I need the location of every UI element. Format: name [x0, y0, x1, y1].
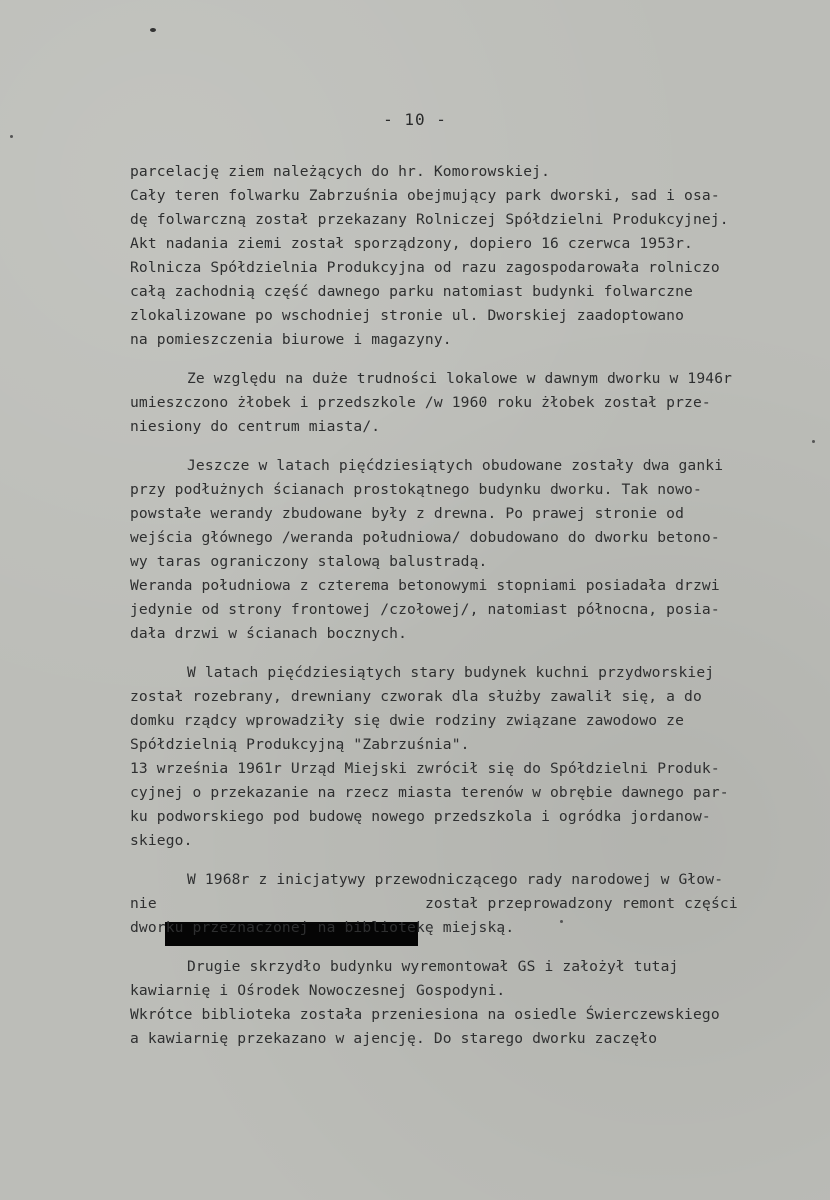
text-line: Cały teren folwarku Zabrzuśnia obejmujący park dworski, sad i osa- — [130, 187, 720, 204]
text-line: skiego. — [130, 832, 193, 849]
text-line: przy podłużnych ścianach prostokątnego budynku dworku. Tak nowo- — [130, 481, 702, 498]
paper-dot — [560, 920, 563, 923]
text-line: Wkrótce biblioteka została przeniesiona na osiedle Świerczewskiego — [130, 1006, 720, 1023]
text-line: Weranda południowa z czterema betonowymi stopniami posiadała drzwi — [130, 577, 720, 594]
paper-dot — [10, 135, 13, 138]
text-line: został przeprowadzony remont części — [425, 895, 738, 912]
text-line: na pomieszczenia biurowe i magazyny. — [130, 331, 452, 348]
ink-speck — [150, 28, 156, 32]
text-line: dała drzwi w ścianach bocznych. — [130, 625, 408, 642]
text-line: Akt nadania ziemi został sporządzony, dopiero 16 czerwca 1953r. — [130, 235, 693, 252]
text-line: niesiony do centrum miasta/. — [130, 418, 381, 435]
text-line: W latach pięćdziesiątych stary budynek kuchni przydworskiej — [187, 664, 715, 681]
text-line: Spółdzielnią Produkcyjną "Zabrzuśnia". — [130, 736, 470, 753]
text-line: W 1968r z inicjatywy przewodniczącego rady narodowej w Głow- — [187, 871, 724, 888]
text-line: jedynie od strony frontowej /czołowej/, natomiast północna, posia- — [130, 601, 720, 618]
text-line: Drugie skrzydło budynku wyremontował GS i założył tutaj — [187, 958, 679, 975]
text-line: został rozebrany, drewniany czworak dla służby zawalił się, a do — [130, 688, 702, 705]
text-line: kawiarnię i Ośrodek Nowoczesnej Gospodyni. — [130, 982, 506, 999]
text-line: a kawiarnię przekazano w ajencję. Do starego dworku zaczęło — [130, 1030, 658, 1047]
text-line: domku rządcy wprowadziły się dwie rodziny związane zawodowo ze — [130, 712, 685, 729]
text-line: nie — [130, 895, 157, 912]
text-line: umieszczono żłobek i przedszkole /w 1960 roku żłobek został prze- — [130, 394, 711, 411]
page-number: - 10 - — [383, 110, 447, 129]
text-line: wy taras ograniczony stalową balustradą. — [130, 553, 488, 570]
text-line: zlokalizowane po wschodniej stronie ul. Dworskiej zaadoptowano — [130, 307, 685, 324]
text-line: całą zachodnią część dawnego parku natomiast budynki folwarczne — [130, 283, 693, 300]
text-line: dę folwarczną został przekazany Rolniczej Spółdzielni Produkcyjnej. — [130, 211, 729, 228]
text-line: dworku przeznaczonej na bibliotekę miejską. — [130, 919, 515, 936]
text-line: Rolnicza Spółdzielnia Produkcyjna od razu zagospodarowała rolniczo — [130, 259, 720, 276]
text-line: parcelację ziem należących do hr. Komorowskiej. — [130, 163, 551, 180]
text-line: 13 września 1961r Urząd Miejski zwrócił się do Spółdzielni Produk- — [130, 760, 720, 777]
text-line: Ze względu na duże trudności lokalowe w dawnym dworku w 1946r — [187, 370, 733, 387]
paper-dot — [812, 440, 815, 443]
text-line: powstałe werandy zbudowane były z drewna. Po prawej stronie od — [130, 505, 685, 522]
text-line: ku podworskiego pod budowę nowego przedszkola i ogródka jordanow- — [130, 808, 711, 825]
text-line: Jeszcze w latach pięćdziesiątych obudowane zostały dwa ganki — [187, 457, 724, 474]
text-line: wejścia głównego /weranda południowa/ dobudowano do dworku betono- — [130, 529, 720, 546]
text-line: cyjnej o przekazanie na rzecz miasta terenów w obrębie dawnego par- — [130, 784, 729, 801]
